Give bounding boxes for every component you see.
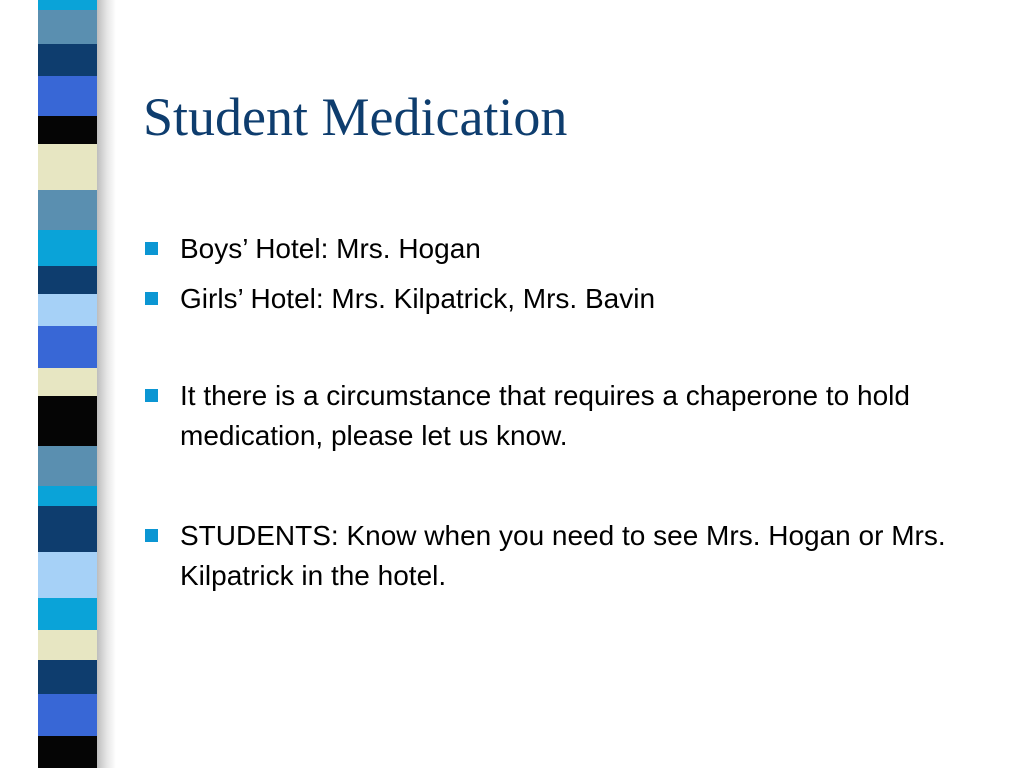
square-bullet-icon [145, 389, 158, 402]
stripe-block [38, 230, 97, 266]
stripe-block [38, 552, 97, 598]
stripe-block [38, 506, 97, 552]
stripe-block [38, 326, 97, 368]
bullet-text: STUDENTS: Know when you need to see Mrs. Hogan or Mrs. Kilpatrick in the hotel. [180, 520, 946, 591]
bullet-item [143, 229, 983, 269]
stripe-block [38, 190, 97, 230]
decorative-stripe-shadow [96, 0, 116, 768]
stripe-block [38, 736, 97, 768]
square-bullet-icon [145, 292, 158, 305]
bullet-text: Girls’ Hotel: Mrs. Kilpatrick, Mrs. Bavin [180, 283, 656, 314]
stripe-block [38, 266, 97, 294]
stripe-block [38, 368, 97, 396]
stripe-block [38, 486, 97, 506]
bullet-text: It there is a circumstance that requires a chaperone to hold medication, please let us know. [180, 380, 910, 451]
stripe-block [38, 76, 97, 116]
bullet-text: Boys’ Hotel: Mrs. Hogan [180, 233, 481, 264]
bullet-item [143, 376, 983, 456]
square-bullet-icon [145, 242, 158, 255]
stripe-block [38, 10, 97, 44]
stripe-block [38, 294, 97, 326]
stripe-block [38, 0, 97, 10]
decorative-stripe [38, 0, 97, 768]
stripe-block [38, 116, 97, 144]
stripe-block [38, 598, 97, 630]
stripe-block [38, 694, 97, 736]
bullet-item [143, 516, 983, 596]
stripe-block [38, 44, 97, 76]
slide-title: Student Medication [143, 87, 568, 147]
bullet-item [143, 279, 983, 319]
stripe-block [38, 144, 97, 190]
stripe-block [38, 630, 97, 660]
square-bullet-icon [145, 529, 158, 542]
stripe-block [38, 660, 97, 694]
stripe-block [38, 446, 97, 486]
stripe-block [38, 396, 97, 446]
